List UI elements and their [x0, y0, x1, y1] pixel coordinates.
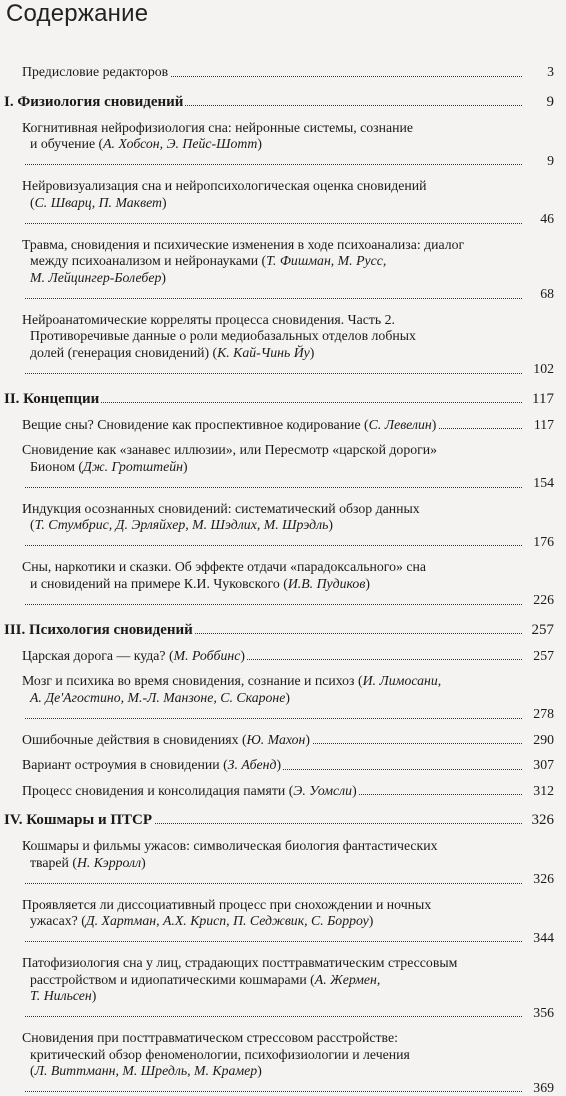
toc-article-entry[interactable]	[22, 237, 566, 303]
entry-text	[22, 120, 518, 168]
dot-leader	[22, 223, 522, 224]
page-number: 176	[531, 534, 554, 551]
entry-line: Кошмары и фильмы ужасов: символическая биология фантастических	[22, 838, 438, 853]
entry-text	[22, 732, 312, 747]
entry-line: и сновидений на примере К.И. Чуковского (И.В. Пудиков)	[22, 576, 518, 593]
dot-leader	[22, 1016, 522, 1017]
entry-text	[4, 812, 154, 828]
toc-article-entry[interactable]	[22, 442, 566, 492]
entry-author: М. Роббинс	[174, 648, 241, 663]
dot-leader	[22, 604, 522, 605]
page-number: 9	[545, 153, 554, 170]
toc-article-entry[interactable]	[22, 501, 566, 551]
entry-paren: )	[285, 690, 290, 705]
page-title: Содержание	[6, 0, 148, 28]
dot-leader	[22, 1091, 522, 1092]
entry-paren: )	[277, 757, 282, 772]
toc-part-heading[interactable]	[4, 93, 566, 111]
entry-text	[22, 648, 247, 663]
entry-paren: )	[161, 270, 166, 285]
entry-author: С. Шварц, П. Маквет	[35, 195, 162, 210]
entry-line: критический обзор феноменологии, психофизиологии и лечения	[22, 1047, 518, 1064]
entry-text	[22, 673, 518, 721]
entry-paren: )	[305, 732, 310, 747]
entry-text	[22, 783, 359, 798]
dot-leader	[22, 883, 522, 884]
entry-text	[22, 559, 518, 607]
toc-article-entry[interactable]	[22, 648, 566, 665]
entry-line: Индукция осознанных сновидений: систематический обзор данных	[22, 501, 420, 516]
entry-author: А. Жермен,	[315, 972, 381, 987]
page-number: 344	[531, 930, 554, 947]
toc-article-entry[interactable]	[22, 120, 566, 170]
entry-line: (Л. Виттманн, М. Шредль, М. Крамер)	[22, 1063, 518, 1080]
entry-author: Ю. Махон	[247, 732, 306, 747]
entry-text	[22, 417, 438, 432]
toc-article-entry[interactable]	[22, 783, 566, 800]
entry-author: И.В. Пудиков	[288, 576, 365, 591]
entry-line: Сны, наркотики и сказки. Об эффекте отдачи «парадоксального» сна	[22, 559, 426, 574]
entry-line: Мозг и психика во время сновидения, сознание и психоз (И. Лимосани,	[22, 673, 441, 688]
entry-text	[22, 1030, 518, 1095]
page-number: 117	[530, 390, 554, 408]
dot-leader	[22, 164, 522, 165]
entry-line: Противоречивые данные о роли медиобазальных отделов лобных	[22, 328, 518, 345]
entry-author: Дж. Гротштейн	[83, 459, 183, 474]
entry-text	[22, 897, 518, 945]
toc-article-entry[interactable]	[22, 732, 566, 749]
page-number: 68	[538, 286, 554, 303]
page-number: 290	[531, 732, 554, 749]
dot-leader	[22, 545, 522, 546]
page-number: 102	[531, 361, 554, 378]
entry-paren: )	[352, 783, 357, 798]
entry-line: Сновидения при посттравматическом стрессовом расстройстве:	[22, 1030, 398, 1045]
entry-paren: )	[365, 576, 370, 591]
dot-leader	[22, 298, 522, 299]
entry-line: тварей (Н. Кэрролл)	[22, 855, 518, 872]
entry-paren: )	[141, 855, 146, 870]
entry-author: Т. Стумбрис, Д. Эрляйхер, М. Шэдлих, М. Шрэдль	[35, 517, 329, 532]
entry-paren: )	[369, 913, 374, 928]
entry-text	[22, 178, 518, 226]
entry-line: Вещие сны? Сновидение как проспективное кодирование (С. Левелин)	[22, 417, 436, 432]
entry-author: Д. Хартман, А.Х. Крисп, П. Седжвик, С. Борроу	[86, 913, 369, 928]
entry-line: (С. Шварц, П. Маквет)	[22, 195, 518, 212]
entry-line: Травма, сновидения и психические изменения в ходе психоанализа: диалог	[22, 237, 464, 252]
entry-line: I. Физиология сновидений	[4, 94, 183, 110]
entry-author: К. Кай-Чинь Йу	[217, 345, 310, 360]
page-number: 3	[545, 64, 554, 81]
entry-text	[22, 838, 518, 886]
entry-text	[4, 622, 195, 638]
toc-article-entry[interactable]	[22, 1030, 566, 1096]
page-number: 257	[531, 648, 554, 665]
entry-line	[22, 690, 518, 707]
entry-author: С. Левелин	[369, 417, 432, 432]
entry-paren: )	[432, 417, 437, 432]
entry-line: Патофизиология сна у лиц, страдающих посттравматическим стрессовым	[22, 955, 457, 970]
entry-line: и обучение (А. Хобсон, Э. Пейс-Шотт)	[22, 136, 518, 153]
entry-author: Э. Уомсли	[293, 783, 352, 798]
entry-paren: )	[92, 988, 97, 1003]
entry-line: Проявляется ли диссоциативный процесс при снохождении и ночных	[22, 897, 431, 912]
entry-text	[22, 442, 518, 490]
toc-preface-entry[interactable]	[22, 64, 566, 81]
entry-author: М. Лейцингер-Болебер	[30, 270, 161, 285]
dot-leader	[22, 941, 522, 942]
entry-line: Предисловие редакторов	[22, 64, 168, 79]
toc-article-entry[interactable]	[22, 673, 566, 723]
toc-article-entry[interactable]	[22, 178, 566, 228]
entry-text	[4, 391, 101, 407]
toc-part-heading[interactable]	[4, 621, 566, 639]
entry-line: Нейроанатомические корреляты процесса сновидения. Часть 2.	[22, 312, 395, 327]
page-number: 46	[538, 211, 554, 228]
entry-paren: )	[257, 136, 262, 151]
entry-paren: )	[183, 459, 188, 474]
entry-text	[22, 501, 518, 549]
entry-line: ужасах? (Д. Хартман, А.Х. Крисп, П. Седжвик, С. Борроу)	[22, 913, 518, 930]
entry-text	[22, 312, 518, 377]
entry-paren: )	[257, 1063, 262, 1078]
page-number: 356	[531, 1005, 554, 1022]
entry-paren: )	[328, 517, 333, 532]
page-number: 278	[531, 706, 554, 723]
entry-author: Н. Кэрролл	[77, 855, 141, 870]
toc-part-heading[interactable]	[4, 390, 566, 408]
entry-line	[22, 270, 518, 287]
page-number: 369	[531, 1080, 554, 1096]
entry-line: между психоанализом и нейронауками (Т. Фишман, М. Русс,	[22, 253, 518, 270]
entry-line: IV. Кошмары и ПТСР	[4, 812, 152, 828]
entry-text	[22, 64, 170, 79]
entry-line: Вариант остроумия в сновидении (З. Абенд)	[22, 757, 281, 772]
entry-paren: )	[162, 195, 167, 210]
entry-author: А. Хобсон, Э. Пейс-Шотт	[103, 136, 257, 151]
entry-line: (Т. Стумбрис, Д. Эрляйхер, М. Шэдлих, М. Шрэдль)	[22, 517, 518, 534]
entry-author: Т. Нильсен	[30, 988, 92, 1003]
page-number: 117	[532, 417, 554, 434]
page-number: 307	[531, 757, 554, 774]
toc-article-entry[interactable]	[22, 312, 566, 378]
toc-article-entry[interactable]	[22, 757, 566, 774]
page-number: 312	[531, 783, 554, 800]
entry-text	[22, 955, 518, 1020]
entry-text	[22, 237, 518, 302]
dot-leader	[22, 373, 522, 374]
entry-author: А. Де'Агостино, М.-Л. Манзоне, С. Скароне	[30, 690, 285, 705]
entry-text	[22, 757, 283, 772]
entry-author: Л. Виттманн, М. Шредль, М. Крамер	[35, 1063, 258, 1078]
dot-leader	[22, 487, 522, 488]
entry-line: III. Психология сновидений	[4, 622, 193, 638]
toc-article-entry[interactable]	[22, 417, 566, 434]
entry-paren: )	[310, 345, 315, 360]
toc-article-entry[interactable]	[22, 559, 566, 609]
entry-line: Сновидение как «занавес иллюзии», или Пересмотр «царской дороги»	[22, 442, 437, 457]
table-of-contents	[0, 64, 566, 1096]
entry-line: Царская дорога — куда? (М. Роббинс)	[22, 648, 245, 663]
entry-author: Т. Фишман, М. Русс,	[266, 253, 386, 268]
page-number: 226	[531, 592, 554, 609]
entry-paren: )	[240, 648, 245, 663]
dot-leader	[22, 718, 522, 719]
entry-line: Нейровизуализация сна и нейропсихологическая оценка сновидений	[22, 178, 427, 193]
page-number: 9	[545, 93, 555, 111]
entry-line	[22, 988, 518, 1005]
entry-author: З. Абенд	[228, 757, 277, 772]
entry-line: Процесс сновидения и консолидация памяти (Э. Уомсли)	[22, 783, 357, 798]
page-number: 154	[531, 475, 554, 492]
entry-line: расстройством и идиопатическими кошмарами (А. Жермен,	[22, 972, 518, 989]
toc-article-entry[interactable]	[22, 955, 566, 1021]
toc-article-entry[interactable]	[22, 897, 566, 947]
page-number: 257	[530, 621, 555, 639]
entry-text	[4, 94, 185, 110]
toc-part-heading[interactable]	[4, 811, 566, 829]
entry-line: Когнитивная нейрофизиология сна: нейронные системы, сознание	[22, 120, 413, 135]
entry-line: II. Концепции	[4, 391, 99, 407]
entry-line: Ошибочные действия в сновидениях (Ю. Махон)	[22, 732, 310, 747]
page-number: 326	[531, 871, 554, 888]
entry-line: Бионом (Дж. Гротштейн)	[22, 459, 518, 476]
entry-line: долей (генерация сновидений) (К. Кай-Чинь Йу)	[22, 345, 518, 362]
page-number: 326	[530, 811, 555, 829]
toc-article-entry[interactable]	[22, 838, 566, 888]
entry-author: И. Лимосани,	[363, 673, 442, 688]
